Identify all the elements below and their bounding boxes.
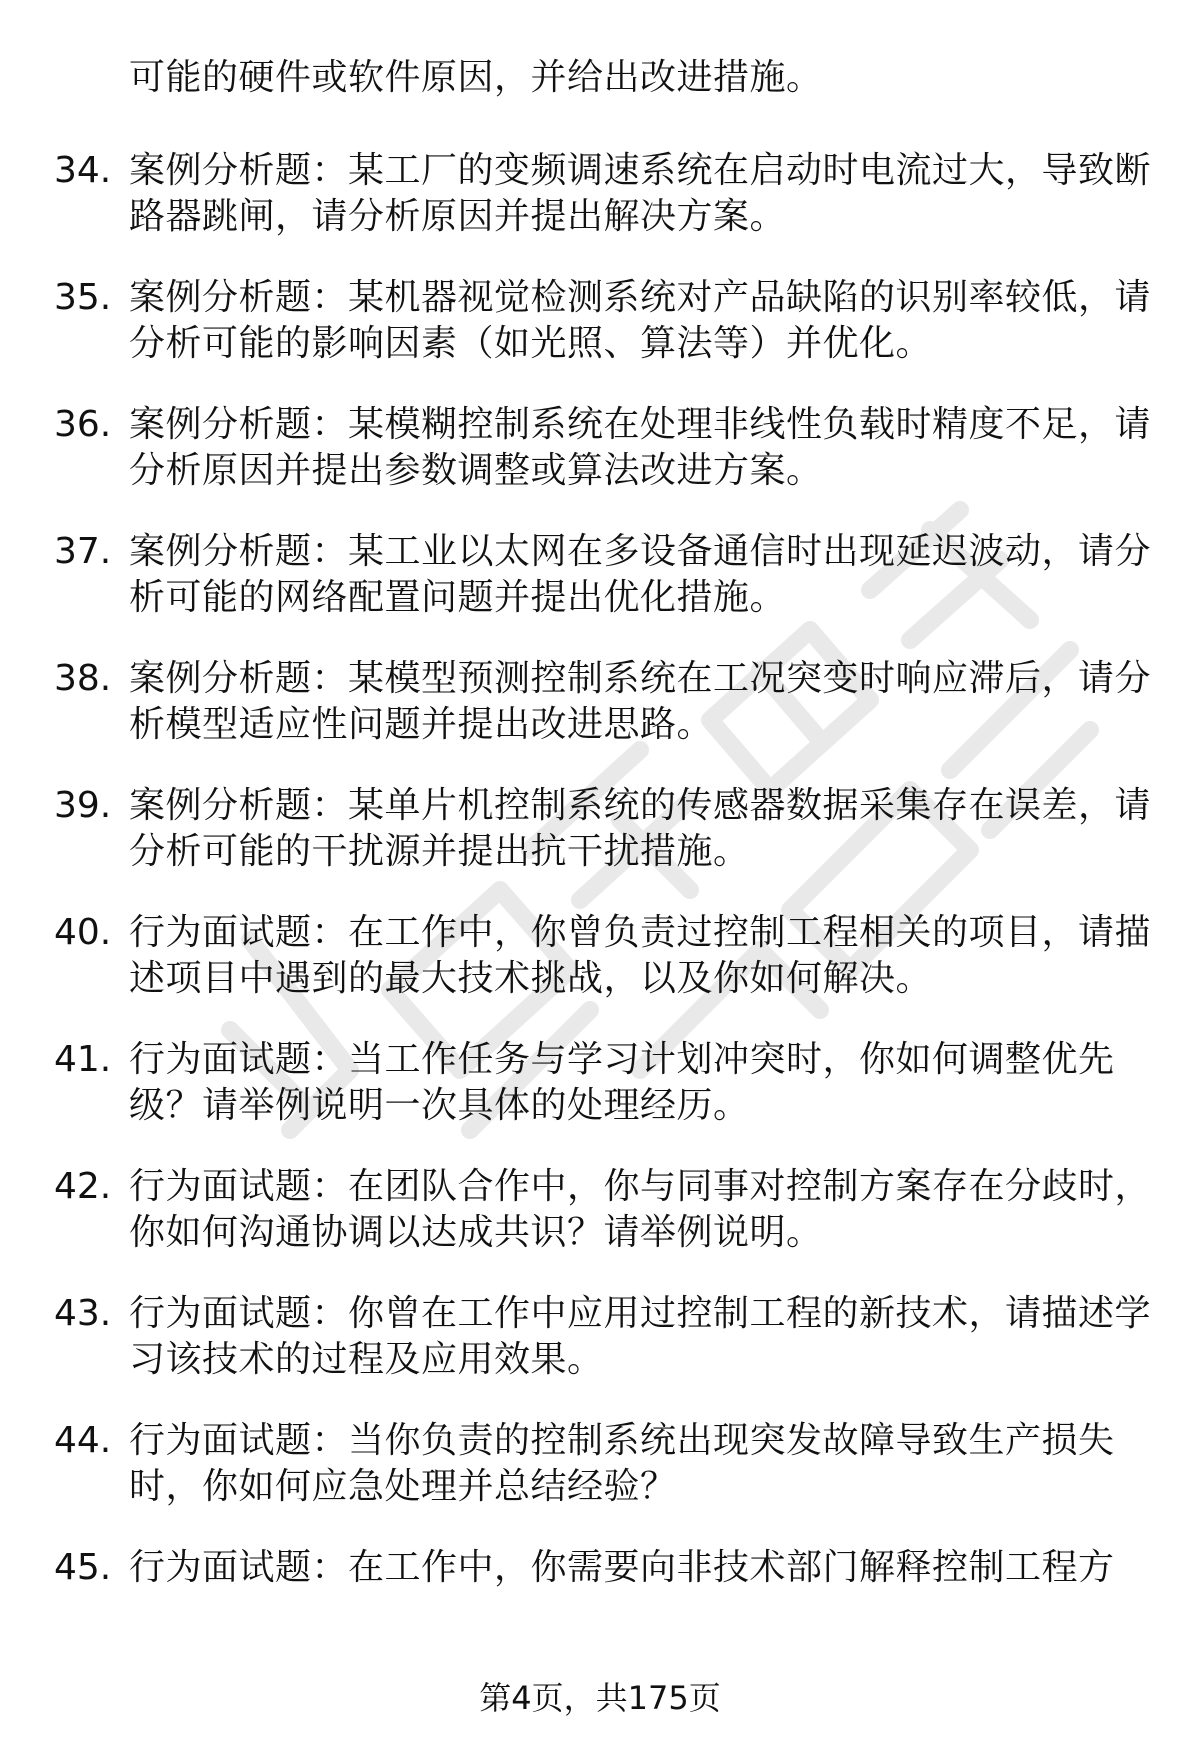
item-line: 行为面试题：当工作任务与学习计划冲突时，你如何调整优先 xyxy=(129,1039,1115,1080)
item-line: 案例分析题：某工业以太网在多设备通信时出现延迟波动，请分 xyxy=(129,531,1152,572)
item-number: 42. xyxy=(54,1166,112,1207)
item-line: 析可能的网络配置问题并提出优化措施。 xyxy=(129,577,787,618)
item-line: 案例分析题：某工厂的变频调速系统在启动时电流过大，导致断 xyxy=(129,150,1152,191)
item-line: 行为面试题：在团队合作中，你与同事对控制方案存在分歧时， xyxy=(129,1166,1152,1207)
item-line: 分析原因并提出参数调整或算法改进方案。 xyxy=(129,450,823,491)
page-footer: 第4页，共175页 xyxy=(479,1679,721,1717)
item-number: 34. xyxy=(54,150,112,191)
item-line: 分析可能的干扰源并提出抗干扰措施。 xyxy=(129,831,750,872)
item-line: 你如何沟通协调以达成共识？请举例说明。 xyxy=(129,1212,823,1253)
item-line: 分析可能的影响因素（如光照、算法等）并优化。 xyxy=(129,323,933,364)
item-number: 38. xyxy=(54,658,112,699)
item-line: 案例分析题：某模型预测控制系统在工况突变时响应滞后，请分 xyxy=(129,658,1152,699)
item-line: 行为面试题：在工作中，你需要向非技术部门解释控制工程方 xyxy=(129,1547,1115,1588)
item-number: 37. xyxy=(54,531,112,572)
item-number: 40. xyxy=(54,912,112,953)
item-line: 述项目中遇到的最大技术挑战，以及你如何解决。 xyxy=(129,958,933,999)
item-line: 案例分析题：某单片机控制系统的传感器数据采集存在误差，请 xyxy=(129,785,1152,826)
item-number: 45. xyxy=(54,1547,112,1588)
item-number: 36. xyxy=(54,404,112,445)
item-line: 案例分析题：某机器视觉检测系统对产品缺陷的识别率较低，请 xyxy=(129,277,1152,318)
item-line: 行为面试题：当你负责的控制系统出现突发故障导致生产损失 xyxy=(129,1420,1115,1461)
item-line: 时，你如何应急处理并总结经验？ xyxy=(129,1466,677,1507)
item-line: 案例分析题：某模糊控制系统在处理非线性负载时精度不足，请 xyxy=(129,404,1152,445)
lead-line: 可能的硬件或软件原因，并给出改进措施。 xyxy=(129,57,823,98)
item-line: 习该技术的过程及应用效果。 xyxy=(129,1339,604,1380)
item-line: 行为面试题：在工作中，你曾负责过控制工程相关的项目，请描 xyxy=(129,912,1152,953)
item-number: 39. xyxy=(54,785,112,826)
item-line: 路器跳闸，请分析原因并提出解决方案。 xyxy=(129,196,787,237)
item-line: 行为面试题：你曾在工作中应用过控制工程的新技术，请描述学 xyxy=(129,1293,1152,1334)
item-line: 级？请举例说明一次具体的处理经历。 xyxy=(129,1085,750,1126)
item-number: 35. xyxy=(54,277,112,318)
item-number: 44. xyxy=(54,1420,112,1461)
item-line: 析模型适应性问题并提出改进思路。 xyxy=(129,704,714,745)
item-number: 43. xyxy=(54,1293,112,1334)
item-number: 41. xyxy=(54,1039,112,1080)
